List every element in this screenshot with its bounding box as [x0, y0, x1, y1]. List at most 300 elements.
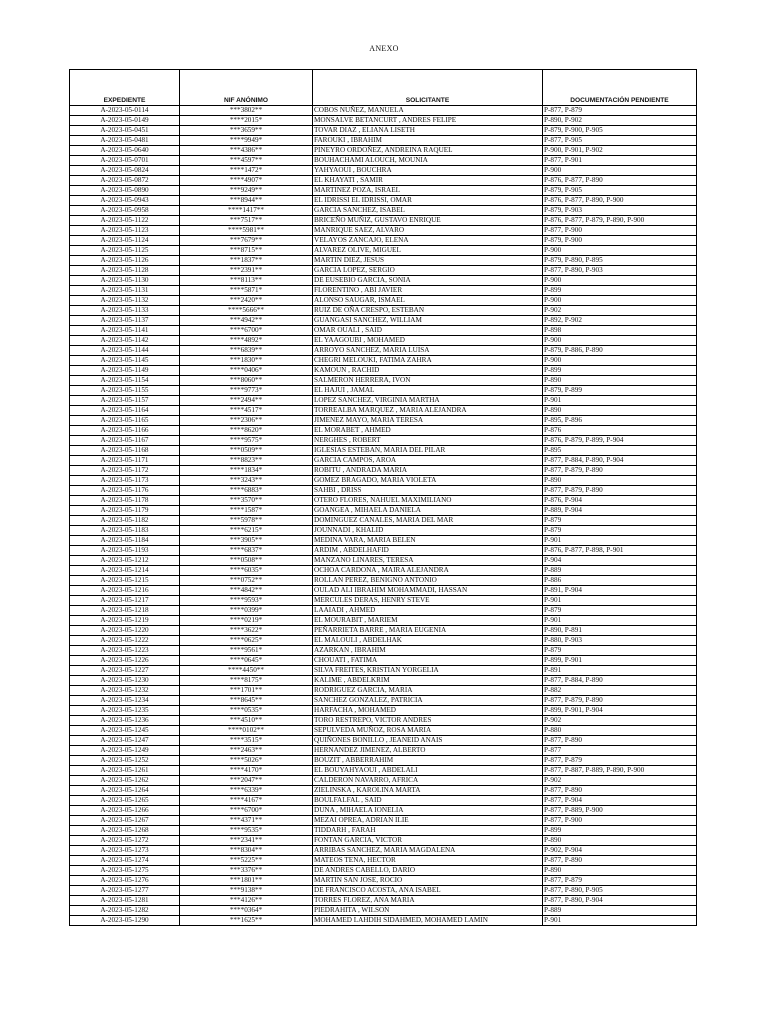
nif-cell: ***4597** — [180, 156, 313, 166]
table-row — [70, 536, 697, 546]
nif-cell: ***4371** — [180, 816, 313, 826]
documentacion-cell: P-877, P-879 — [543, 876, 697, 886]
nif-cell: ****8620* — [180, 426, 313, 436]
solicitante-cell: SAHBI , DRISS — [313, 486, 543, 496]
table-row — [70, 166, 697, 176]
table-row — [70, 206, 697, 216]
solicitante-cell: SEPULVEDA MUÑOZ, ROSA MARIA — [313, 726, 543, 736]
nif-cell: ****6215* — [180, 526, 313, 536]
documentacion-cell: P-877, P-900 — [543, 816, 697, 826]
nif-cell: ****4450** — [180, 666, 313, 676]
expediente-cell: A-2023-05-1164 — [70, 406, 180, 416]
solicitante-cell: DE FRANCISCO ACOSTA, ANA ISABEL — [313, 886, 543, 896]
expediente-cell: A-2023-05-0872 — [70, 176, 180, 186]
nif-cell: ***8304** — [180, 846, 313, 856]
nif-cell: ****5981** — [180, 226, 313, 236]
documentacion-cell: P-877, P-890, P-905 — [543, 886, 697, 896]
solicitante-cell: SANCHEZ GONZALEZ, PATRICIA — [313, 696, 543, 706]
documentacion-cell: P-900 — [543, 296, 697, 306]
expediente-cell: A-2023-05-1178 — [70, 496, 180, 506]
expediente-cell: A-2023-05-1155 — [70, 386, 180, 396]
expediente-cell: A-2023-05-1273 — [70, 846, 180, 856]
expediente-cell: A-2023-05-1249 — [70, 746, 180, 756]
nif-cell: ****1834* — [180, 466, 313, 476]
table-row — [70, 256, 697, 266]
nif-cell: ***4842** — [180, 586, 313, 596]
solicitante-cell: LAAIADI , AHMED — [313, 606, 543, 616]
expediente-cell: A-2023-05-1184 — [70, 536, 180, 546]
nif-cell: ****9593* — [180, 596, 313, 606]
table-row — [70, 756, 697, 766]
nif-cell: ***2306** — [180, 416, 313, 426]
solicitante-cell: RUIZ DE OÑA CRESPO, ESTEBAN — [313, 306, 543, 316]
documentacion-cell: P-899 — [543, 366, 697, 376]
expediente-cell: A-2023-05-1168 — [70, 446, 180, 456]
solicitante-cell: HARFACHA , MOHAMED — [313, 706, 543, 716]
table-row — [70, 786, 697, 796]
documentacion-cell: P-895, P-896 — [543, 416, 697, 426]
table-row — [70, 316, 697, 326]
nif-cell: ***1801** — [180, 876, 313, 886]
documentacion-cell: P-876, P-877, P-898, P-901 — [543, 546, 697, 556]
nif-cell: ****9949* — [180, 136, 313, 146]
expediente-cell: A-2023-05-0114 — [70, 106, 180, 116]
solicitante-cell: AZARKAN , IBRAHIM — [313, 646, 543, 656]
table-row — [70, 636, 697, 646]
table-row — [70, 826, 697, 836]
solicitante-cell: HERNANDEZ JIMENEZ, ALBERTO — [313, 746, 543, 756]
table-row — [70, 736, 697, 746]
solicitante-cell: MANRIQUE SAEZ, ALVARO — [313, 226, 543, 236]
documentacion-cell: P-879, P-890, P-895 — [543, 256, 697, 266]
expediente-cell: A-2023-05-1137 — [70, 316, 180, 326]
table-row — [70, 366, 697, 376]
solicitante-cell: ZIELINSKA , KAROLINA MARTA — [313, 786, 543, 796]
solicitante-cell: EL MOURABIT , MARIEM — [313, 616, 543, 626]
nif-cell: ****3515* — [180, 736, 313, 746]
documentacion-cell: P-895 — [543, 446, 697, 456]
nif-cell: ****1587* — [180, 506, 313, 516]
solicitante-cell: CHEGRI MELOUKI, FATIMA ZAHRA — [313, 356, 543, 366]
expediente-cell: A-2023-05-1157 — [70, 396, 180, 406]
documentacion-cell: P-877, P-901 — [543, 156, 697, 166]
documentacion-cell: P-877, P-900 — [543, 226, 697, 236]
table-row — [70, 716, 697, 726]
expediente-cell: A-2023-05-1268 — [70, 826, 180, 836]
solicitante-cell: OULAD ALI IBRAHIM MOHAMMADI, HASSAN — [313, 586, 543, 596]
table-row — [70, 566, 697, 576]
nif-cell: ***0509** — [180, 446, 313, 456]
expediente-cell: A-2023-05-1172 — [70, 466, 180, 476]
documentacion-cell: P-890, P-902 — [543, 116, 697, 126]
solicitante-cell: GOANGEA , MIHAELA DANIELA — [313, 506, 543, 516]
nif-cell: ****6700* — [180, 326, 313, 336]
documentacion-cell: P-900, P-901, P-902 — [543, 146, 697, 156]
expediente-cell: A-2023-05-1232 — [70, 686, 180, 696]
nif-cell: ****4167* — [180, 796, 313, 806]
documentacion-cell: P-879, P-903 — [543, 206, 697, 216]
table-row — [70, 526, 697, 536]
expediente-cell: A-2023-05-1236 — [70, 716, 180, 726]
solicitante-cell: RODRIGUEZ GARCIA, MARIA — [313, 686, 543, 696]
solicitante-cell: KAMOUN , RACHID — [313, 366, 543, 376]
documentacion-cell: P-877, P-904 — [543, 796, 697, 806]
table-row — [70, 856, 697, 866]
solicitante-cell: EL MORABET , AHMED — [313, 426, 543, 436]
nif-cell: ****8175* — [180, 676, 313, 686]
solicitante-cell: MARTIN SAN JOSE, ROCIO — [313, 876, 543, 886]
documentacion-cell: P-879, P-900 — [543, 236, 697, 246]
expediente-cell: A-2023-05-1133 — [70, 306, 180, 316]
table-row — [70, 726, 697, 736]
nif-cell: ****0219* — [180, 616, 313, 626]
solicitante-cell: JOUNNADI , KHALID — [313, 526, 543, 536]
table-row — [70, 386, 697, 396]
documentacion-cell: P-877, P-879 — [543, 756, 697, 766]
nif-cell: ***8715** — [180, 246, 313, 256]
table-row — [70, 156, 697, 166]
table-row — [70, 236, 697, 246]
expediente-cell: A-2023-05-1245 — [70, 726, 180, 736]
nif-cell: ***5225** — [180, 856, 313, 866]
solicitante-cell: DE ANDRES CABELLO, DARIO — [313, 866, 543, 876]
documentacion-cell: P-901 — [543, 596, 697, 606]
table-row — [70, 266, 697, 276]
expediente-cell: A-2023-05-1262 — [70, 776, 180, 786]
expediente-cell: A-2023-05-0943 — [70, 196, 180, 206]
documentacion-cell: P-886 — [543, 576, 697, 586]
table-row — [70, 906, 697, 916]
table-row — [70, 226, 697, 236]
solicitante-cell: TOVAR DIAZ , ELIANA LISETH — [313, 126, 543, 136]
solicitante-cell: BOUHACHAMI ALOUCH, MOUNIA — [313, 156, 543, 166]
nif-cell: ****4517* — [180, 406, 313, 416]
header-nif-anonimo: NIF ANÓNIMO — [180, 70, 313, 106]
table-row — [70, 506, 697, 516]
expediente-cell: A-2023-05-1166 — [70, 426, 180, 436]
documentacion-cell: P-877, P-890 — [543, 856, 697, 866]
documentacion-cell: P-877, P-884, P-890, P-904 — [543, 456, 697, 466]
nif-cell: ***8060** — [180, 376, 313, 386]
table-row — [70, 186, 697, 196]
expediente-cell: A-2023-05-1214 — [70, 566, 180, 576]
solicitante-cell: CALDERON NAVARRO, AFRICA — [313, 776, 543, 786]
documentacion-cell: P-877, P-889, P-900 — [543, 806, 697, 816]
nif-cell: ****1417** — [180, 206, 313, 216]
nif-cell: ***1701** — [180, 686, 313, 696]
documentacion-cell: P-889, P-904 — [543, 506, 697, 516]
documentacion-cell: P-880, P-903 — [543, 636, 697, 646]
nif-cell: ***6839** — [180, 346, 313, 356]
solicitante-cell: MERCULES DERAS, HENRY STEVE — [313, 596, 543, 606]
expediente-cell: A-2023-05-1212 — [70, 556, 180, 566]
table-row — [70, 656, 697, 666]
expediente-cell: A-2023-05-1247 — [70, 736, 180, 746]
solicitante-cell: MOHAMED LAHDIH SIDAHMED, MOHAMED LAMIN — [313, 916, 543, 926]
expediente-cell: A-2023-05-1281 — [70, 896, 180, 906]
expediente-cell: A-2023-05-1123 — [70, 226, 180, 236]
table-row — [70, 416, 697, 426]
documentacion-cell: P-877, P-879, P-890 — [543, 466, 697, 476]
table-row — [70, 126, 697, 136]
table-row — [70, 396, 697, 406]
expediente-cell: A-2023-05-1193 — [70, 546, 180, 556]
solicitante-cell: SILVA FREITES, KRISTIAN YORGELIA — [313, 666, 543, 676]
documentacion-cell: P-880 — [543, 726, 697, 736]
solicitante-cell: KALIME , ABDELKRIM — [313, 676, 543, 686]
nif-cell: ****9773* — [180, 386, 313, 396]
documentacion-cell: P-876, P-877, P-890, P-900 — [543, 196, 697, 206]
documentacion-cell: P-890 — [543, 866, 697, 876]
header-row — [70, 70, 697, 106]
documentacion-cell: P-899 — [543, 826, 697, 836]
documentacion-cell: P-879 — [543, 606, 697, 616]
table-row — [70, 876, 697, 886]
expediente-cell: A-2023-05-1267 — [70, 816, 180, 826]
documentacion-cell: P-890 — [543, 476, 697, 486]
table-row — [70, 916, 697, 926]
table-row — [70, 296, 697, 306]
table-row — [70, 576, 697, 586]
table-row — [70, 796, 697, 806]
documentacion-cell: P-877, P-879 — [543, 106, 697, 116]
table-row — [70, 596, 697, 606]
solicitante-cell: GARCIA CAMPOS, AROA — [313, 456, 543, 466]
solicitante-cell: ARDIM , ABDELHAFID — [313, 546, 543, 556]
nif-cell: ***8823** — [180, 456, 313, 466]
nif-cell: ****5666** — [180, 306, 313, 316]
nif-cell: ***1625** — [180, 916, 313, 926]
expediente-cell: A-2023-05-0149 — [70, 116, 180, 126]
table-row — [70, 446, 697, 456]
table-row — [70, 886, 697, 896]
solicitante-cell: EL HAJUI , JAMAL — [313, 386, 543, 396]
documentacion-cell: P-876 — [543, 426, 697, 436]
expediente-cell: A-2023-05-1130 — [70, 276, 180, 286]
solicitante-cell: COBOS NUÑEZ, MANUELA — [313, 106, 543, 116]
table-row — [70, 836, 697, 846]
documentacion-cell: P-890 — [543, 836, 697, 846]
nif-cell: ****6883* — [180, 486, 313, 496]
nif-cell: ***2341** — [180, 836, 313, 846]
documentacion-cell: P-889 — [543, 566, 697, 576]
table-row — [70, 376, 697, 386]
nif-cell: ***4126** — [180, 896, 313, 906]
table-row — [70, 486, 697, 496]
documentacion-cell: P-899, P-901, P-904 — [543, 706, 697, 716]
nif-cell: ****3622* — [180, 626, 313, 636]
expediente-cell: A-2023-05-1226 — [70, 656, 180, 666]
expediente-cell: A-2023-05-1131 — [70, 286, 180, 296]
table-row — [70, 766, 697, 776]
nif-cell: ***2420** — [180, 296, 313, 306]
nif-cell: ****2015* — [180, 116, 313, 126]
table-row — [70, 276, 697, 286]
header-expediente: EXPEDIENTE — [70, 70, 180, 106]
expediente-cell: A-2023-05-1227 — [70, 666, 180, 676]
table-row — [70, 866, 697, 876]
nif-cell: ***7679** — [180, 236, 313, 246]
nif-cell: ****9561* — [180, 646, 313, 656]
nif-cell: ***9249** — [180, 186, 313, 196]
expediente-cell: A-2023-05-1222 — [70, 636, 180, 646]
table-row — [70, 496, 697, 506]
solicitante-cell: GARCIA SANCHEZ, ISABEL — [313, 206, 543, 216]
documentacion-cell: P-876, P-904 — [543, 496, 697, 506]
expediente-cell: A-2023-05-1167 — [70, 436, 180, 446]
solicitante-cell: TORREALBA MARQUEZ , MARIA ALEJANDRA — [313, 406, 543, 416]
expediente-cell: A-2023-05-0701 — [70, 156, 180, 166]
nif-cell: ***2494** — [180, 396, 313, 406]
documentacion-cell: P-876, P-877, P-890 — [543, 176, 697, 186]
nif-cell: ***3802** — [180, 106, 313, 116]
documentacion-cell: P-902 — [543, 776, 697, 786]
table-row — [70, 196, 697, 206]
documentacion-cell: P-879, P-905 — [543, 186, 697, 196]
table-row — [70, 456, 697, 466]
nif-cell: ****0364* — [180, 906, 313, 916]
expediente-cell: A-2023-05-1216 — [70, 586, 180, 596]
documentacion-cell: P-877, P-890 — [543, 736, 697, 746]
expediente-cell: A-2023-05-1252 — [70, 756, 180, 766]
documentacion-cell: P-877, P-887, P-889, P-890, P-900 — [543, 766, 697, 776]
documentacion-cell: P-900 — [543, 336, 697, 346]
table-row — [70, 586, 697, 596]
table-row — [70, 646, 697, 656]
solicitante-cell: CHOUATI , FATIMA — [313, 656, 543, 666]
expediente-cell: A-2023-05-1264 — [70, 786, 180, 796]
table-row — [70, 346, 697, 356]
nif-cell: ***7517** — [180, 216, 313, 226]
expediente-cell: A-2023-05-0958 — [70, 206, 180, 216]
documentacion-cell: P-891 — [543, 666, 697, 676]
solicitante-cell: DE EUSEBIO GARCIA, SONIA — [313, 276, 543, 286]
solicitante-cell: ALVAREZ OLIVE, MIGUEL — [313, 246, 543, 256]
nif-cell: ***4510** — [180, 716, 313, 726]
documentacion-cell: P-901 — [543, 396, 697, 406]
table-row — [70, 106, 697, 116]
solicitante-cell: TORRES FLOREZ, ANA MARIA — [313, 896, 543, 906]
nif-cell: ***2463** — [180, 746, 313, 756]
solicitante-cell: NERGHES , ROBERT — [313, 436, 543, 446]
documentacion-cell: P-877, P-890, P-904 — [543, 896, 697, 906]
documentacion-cell: P-898 — [543, 326, 697, 336]
documentacion-cell: P-882 — [543, 686, 697, 696]
table-row — [70, 546, 697, 556]
documentacion-cell: P-877 — [543, 746, 697, 756]
documentacion-cell: P-901 — [543, 916, 697, 926]
nif-cell: ****6339* — [180, 786, 313, 796]
anexo-table — [69, 69, 697, 926]
documentacion-cell: P-900 — [543, 166, 697, 176]
nif-cell: ***8113** — [180, 276, 313, 286]
expediente-cell: A-2023-05-1275 — [70, 866, 180, 876]
expediente-cell: A-2023-05-1149 — [70, 366, 180, 376]
solicitante-cell: MARTIN DIEZ, JESUS — [313, 256, 543, 266]
table-body — [70, 106, 697, 926]
solicitante-cell: TORO RESTREPO, VICTOR ANDRES — [313, 716, 543, 726]
documentacion-cell: P-904 — [543, 556, 697, 566]
expediente-cell: A-2023-05-0481 — [70, 136, 180, 146]
solicitante-cell: IGLESIAS ESTEBAN, MARIA DEL PILAR — [313, 446, 543, 456]
solicitante-cell: BOULFALFAL , SAID — [313, 796, 543, 806]
expediente-cell: A-2023-05-1261 — [70, 766, 180, 776]
documentacion-cell: P-891, P-904 — [543, 586, 697, 596]
solicitante-cell: FLORENTINO , ABI JAVIER — [313, 286, 543, 296]
expediente-cell: A-2023-05-0890 — [70, 186, 180, 196]
solicitante-cell: EL YAAGOUBI , MOHAMED — [313, 336, 543, 346]
expediente-cell: A-2023-05-1124 — [70, 236, 180, 246]
table-row — [70, 216, 697, 226]
nif-cell: ****0406* — [180, 366, 313, 376]
expediente-cell: A-2023-05-1219 — [70, 616, 180, 626]
solicitante-cell: MONSALVE BETANCURT , ANDRES FELIPE — [313, 116, 543, 126]
expediente-cell: A-2023-05-1171 — [70, 456, 180, 466]
solicitante-cell: FAROUKI , IBRAHIM — [313, 136, 543, 146]
nif-cell: ****5026* — [180, 756, 313, 766]
expediente-cell: A-2023-05-1165 — [70, 416, 180, 426]
nif-cell: ****9575* — [180, 436, 313, 446]
table-row — [70, 466, 697, 476]
table-row — [70, 556, 697, 566]
documentacion-cell: P-902 — [543, 306, 697, 316]
nif-cell: ***3570** — [180, 496, 313, 506]
solicitante-cell: BRICEÑO MUÑIZ, GUSTAVO ENRIQUE — [313, 216, 543, 226]
solicitante-cell: ARRIBAS SANCHEZ, MARIA MAGDALENA — [313, 846, 543, 856]
expediente-cell: A-2023-05-1128 — [70, 266, 180, 276]
expediente-cell: A-2023-05-1223 — [70, 646, 180, 656]
expediente-cell: A-2023-05-1234 — [70, 696, 180, 706]
expediente-cell: A-2023-05-1217 — [70, 596, 180, 606]
table-row — [70, 776, 697, 786]
nif-cell: ***2391** — [180, 266, 313, 276]
solicitante-cell: DUNA , MIHAELA IONELIA — [313, 806, 543, 816]
table-row — [70, 436, 697, 446]
expediente-cell: A-2023-05-1145 — [70, 356, 180, 366]
expediente-cell: A-2023-05-1230 — [70, 676, 180, 686]
documentacion-cell: P-876, P-877, P-879, P-890, P-900 — [543, 216, 697, 226]
solicitante-cell: DOMINGUEZ CANALES, MARIA DEL MAR — [313, 516, 543, 526]
nif-cell: ****6700* — [180, 806, 313, 816]
expediente-cell: A-2023-05-1266 — [70, 806, 180, 816]
nif-cell: ***4386** — [180, 146, 313, 156]
table-row — [70, 706, 697, 716]
header-documentacion-pendiente: DOCUMENTACIÓN PENDIENTE — [543, 70, 697, 106]
nif-cell: ***3243** — [180, 476, 313, 486]
expediente-cell: A-2023-05-1277 — [70, 886, 180, 896]
table-row — [70, 666, 697, 676]
nif-cell: ***9138** — [180, 886, 313, 896]
documentacion-cell: P-879 — [543, 516, 697, 526]
nif-cell: ***1837** — [180, 256, 313, 266]
solicitante-cell: GOMEZ BRAGADO, MARIA VIOLETA — [313, 476, 543, 486]
nif-cell: ***4942** — [180, 316, 313, 326]
expediente-cell: A-2023-05-1272 — [70, 836, 180, 846]
table-row — [70, 146, 697, 156]
table-row — [70, 406, 697, 416]
nif-cell: ***2047** — [180, 776, 313, 786]
expediente-cell: A-2023-05-1215 — [70, 576, 180, 586]
table-row — [70, 746, 697, 756]
table-row — [70, 176, 697, 186]
table-row — [70, 116, 697, 126]
document-title: ANEXO — [369, 44, 399, 53]
table-row — [70, 896, 697, 906]
expediente-cell: A-2023-05-1220 — [70, 626, 180, 636]
expediente-cell: A-2023-05-1173 — [70, 476, 180, 486]
table-row — [70, 846, 697, 856]
expediente-cell: A-2023-05-1265 — [70, 796, 180, 806]
